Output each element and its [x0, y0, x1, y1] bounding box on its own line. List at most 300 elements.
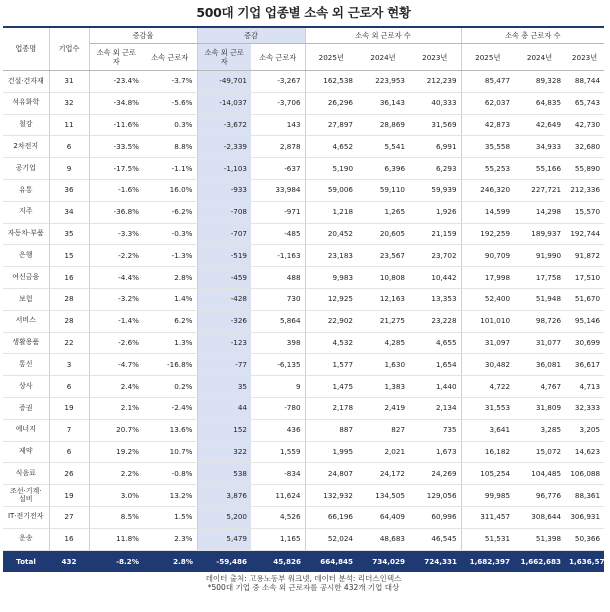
cell-change-outside: -459	[197, 267, 251, 289]
cell-outside-2024: 134,505	[357, 485, 409, 507]
cell-total-2025: 52,400	[461, 288, 514, 310]
cell-total-2023: 212,336	[565, 179, 604, 201]
cell-total-2023: 36,617	[565, 354, 604, 376]
cell-change-affiliated: -971	[251, 201, 305, 223]
cell-company-count: 34	[49, 201, 89, 223]
cell-total-2025: 99,985	[461, 485, 514, 507]
cell-industry: 철강	[3, 114, 49, 136]
header-outside-workers: 소속 외 근로자 수	[305, 27, 461, 44]
cell-outside-2024: 5,541	[357, 136, 409, 158]
cell-rate-affiliated: 2.8%	[143, 267, 197, 289]
cell-outside-2023: 735	[409, 419, 461, 441]
cell-outside-2023: 4,655	[409, 332, 461, 354]
cell-total-2025: 62,037	[461, 92, 514, 114]
cell-outside-2023: 1,673	[409, 441, 461, 463]
cell-outside-2024: 1,265	[357, 201, 409, 223]
cell-change-affiliated: -485	[251, 223, 305, 245]
cell-industry: 생활용품	[3, 332, 49, 354]
table-row	[3, 267, 604, 289]
cell-total-2025: 16,182	[461, 441, 514, 463]
total-rate-affiliated: 2.8%	[143, 550, 197, 572]
cell-outside-2025: 22,902	[305, 310, 357, 332]
cell-total-2024: 227,721	[514, 179, 565, 201]
cell-change-affiliated: -780	[251, 397, 305, 419]
cell-rate-affiliated: -0.3%	[143, 223, 197, 245]
cell-total-2025: 42,873	[461, 114, 514, 136]
cell-company-count: 28	[49, 310, 89, 332]
scope-note: *500대 기업 중 소속 외 근로자를 공시한 432개 기업 대상	[207, 583, 400, 593]
cell-outside-2023: 6,991	[409, 136, 461, 158]
cell-rate-affiliated: -0.8%	[143, 463, 197, 485]
cell-total-2023: 95,146	[565, 310, 604, 332]
cell-outside-2023: 60,996	[409, 506, 461, 528]
cell-change-affiliated: 11,624	[251, 485, 305, 507]
cell-industry: 식음료	[3, 463, 49, 485]
cell-total-2023: 88,744	[565, 71, 604, 93]
cell-total-2024: 42,649	[514, 114, 565, 136]
cell-total-2025: 3,641	[461, 419, 514, 441]
cell-company-count: 22	[49, 332, 89, 354]
cell-change-outside: -428	[197, 288, 251, 310]
cell-outside-2023: 1,926	[409, 201, 461, 223]
cell-total-2025: 31,553	[461, 397, 514, 419]
cell-change-affiliated: 398	[251, 332, 305, 354]
cell-outside-2023: 212,239	[409, 71, 461, 93]
cell-outside-2025: 4,532	[305, 332, 357, 354]
cell-outside-2023: 23,228	[409, 310, 461, 332]
cell-change-affiliated: 730	[251, 288, 305, 310]
cell-outside-2023: 1,440	[409, 376, 461, 398]
cell-outside-2024: 36,143	[357, 92, 409, 114]
cell-change-affiliated: 488	[251, 267, 305, 289]
cell-change-outside: 5,479	[197, 528, 251, 550]
cell-total-2023: 50,366	[565, 528, 604, 550]
cell-company-count: 28	[49, 288, 89, 310]
cell-total-2024: 31,077	[514, 332, 565, 354]
cell-rate-outside: -34.8%	[89, 92, 143, 114]
cell-total-2024: 98,726	[514, 310, 565, 332]
cell-total-2025: 311,457	[461, 506, 514, 528]
cell-company-count: 9	[49, 158, 89, 180]
total-label: Total	[3, 550, 49, 572]
cell-rate-outside: -3.3%	[89, 223, 143, 245]
workers-table	[3, 26, 610, 572]
cell-outside-2024: 59,110	[357, 179, 409, 201]
cell-outside-2025: 1,475	[305, 376, 357, 398]
cell-change-outside: -123	[197, 332, 251, 354]
cell-rate-outside: -1.6%	[89, 179, 143, 201]
cell-total-2025: 90,709	[461, 245, 514, 267]
cell-change-outside: -77	[197, 354, 251, 376]
total-company-count: 432	[49, 550, 89, 572]
cell-outside-2024: 64,409	[357, 506, 409, 528]
cell-industry: IT·전기전자	[3, 506, 49, 528]
source-line: 데이터 출처: 고용노동부 워크넷, 데이터 분석: 리더스인덱스	[205, 573, 402, 583]
cell-outside-2025: 132,932	[305, 485, 357, 507]
cell-change-affiliated: -3,706	[251, 92, 305, 114]
cell-total-2025: 51,531	[461, 528, 514, 550]
header-rate-affiliated: 소속 근로자	[143, 44, 197, 71]
cell-rate-affiliated: -5.6%	[143, 92, 197, 114]
cell-company-count: 7	[49, 419, 89, 441]
cell-change-affiliated: -834	[251, 463, 305, 485]
cell-total-2024: 51,948	[514, 288, 565, 310]
cell-total-2025: 192,259	[461, 223, 514, 245]
header-company-count: 기업수	[49, 27, 89, 71]
cell-total-2023: 17,510	[565, 267, 604, 289]
cell-outside-2024: 2,021	[357, 441, 409, 463]
total-all-2024: 1,662,683	[514, 550, 565, 572]
header-total-2023: 2023년	[565, 44, 604, 71]
table-row	[3, 136, 604, 158]
cell-total-2023: 42,730	[565, 114, 604, 136]
cell-change-outside: -2,339	[197, 136, 251, 158]
table-row	[3, 223, 604, 245]
cell-company-count: 35	[49, 223, 89, 245]
cell-rate-affiliated: 0.2%	[143, 376, 197, 398]
cell-outside-2023: 1,654	[409, 354, 461, 376]
cell-rate-affiliated: 2.3%	[143, 528, 197, 550]
cell-change-outside: 5,200	[197, 506, 251, 528]
cell-outside-2024: 4,285	[357, 332, 409, 354]
cell-industry: 자동차·부품	[3, 223, 49, 245]
cell-total-2023: 65,743	[565, 92, 604, 114]
header-change-rate: 증감율	[89, 27, 197, 44]
cell-rate-outside: -3.2%	[89, 288, 143, 310]
cell-change-affiliated: 436	[251, 419, 305, 441]
cell-total-2024: 4,767	[514, 376, 565, 398]
cell-total-2023: 30,699	[565, 332, 604, 354]
source-notes	[0, 574, 607, 593]
cell-outside-2024: 24,172	[357, 463, 409, 485]
cell-change-outside: 3,876	[197, 485, 251, 507]
cell-outside-2023: 21,159	[409, 223, 461, 245]
cell-outside-2025: 162,538	[305, 71, 357, 93]
table-row	[3, 528, 604, 550]
cell-rate-outside: -23.4%	[89, 71, 143, 93]
cell-rate-affiliated: 6.2%	[143, 310, 197, 332]
cell-rate-affiliated: 13.6%	[143, 419, 197, 441]
total-outside-2025: 664,845	[305, 550, 357, 572]
cell-outside-2025: 2,178	[305, 397, 357, 419]
cell-change-affiliated: 4,526	[251, 506, 305, 528]
cell-total-2024: 36,081	[514, 354, 565, 376]
cell-total-2024: 3,285	[514, 419, 565, 441]
cell-total-2024: 104,485	[514, 463, 565, 485]
cell-company-count: 15	[49, 245, 89, 267]
table-row	[3, 332, 604, 354]
cell-outside-2025: 52,024	[305, 528, 357, 550]
cell-industry: 에너지	[3, 419, 49, 441]
cell-industry: 상사	[3, 376, 49, 398]
cell-rate-outside: -36.8%	[89, 201, 143, 223]
cell-rate-outside: 2.4%	[89, 376, 143, 398]
table-row	[3, 310, 604, 332]
cell-outside-2024: 6,396	[357, 158, 409, 180]
cell-company-count: 6	[49, 441, 89, 463]
cell-industry: 2차전지	[3, 136, 49, 158]
cell-outside-2025: 887	[305, 419, 357, 441]
cell-outside-2023: 10,442	[409, 267, 461, 289]
cell-industry: 유통	[3, 179, 49, 201]
cell-change-affiliated: -637	[251, 158, 305, 180]
cell-rate-outside: -1.4%	[89, 310, 143, 332]
cell-outside-2023: 23,702	[409, 245, 461, 267]
page-title: 500대 기업 업종별 소속 외 근로자 현황	[196, 5, 411, 20]
total-row	[3, 550, 604, 572]
cell-total-2024: 89,328	[514, 71, 565, 93]
cell-total-2025: 55,253	[461, 158, 514, 180]
header-change-affiliated: 소속 근로자	[251, 44, 305, 71]
cell-total-2025: 105,254	[461, 463, 514, 485]
header-outside-2024: 2024년	[357, 44, 409, 71]
cell-industry: 통신	[3, 354, 49, 376]
cell-change-outside: -49,701	[197, 71, 251, 93]
cell-outside-2024: 20,605	[357, 223, 409, 245]
cell-rate-affiliated: 16.0%	[143, 179, 197, 201]
table-row	[3, 485, 604, 507]
cell-rate-affiliated: -1.3%	[143, 245, 197, 267]
cell-company-count: 26	[49, 463, 89, 485]
cell-change-affiliated: -3,267	[251, 71, 305, 93]
cell-rate-affiliated: -6.2%	[143, 201, 197, 223]
cell-company-count: 36	[49, 179, 89, 201]
cell-outside-2025: 12,925	[305, 288, 357, 310]
cell-rate-outside: 3.0%	[89, 485, 143, 507]
cell-rate-affiliated: -3.7%	[143, 71, 197, 93]
cell-change-outside: 322	[197, 441, 251, 463]
cell-company-count: 31	[49, 71, 89, 93]
cell-industry: 건설·건자재	[3, 71, 49, 93]
cell-total-2024: 55,166	[514, 158, 565, 180]
cell-rate-outside: -11.6%	[89, 114, 143, 136]
cell-total-2023: 306,931	[565, 506, 604, 528]
cell-change-affiliated: 1,559	[251, 441, 305, 463]
cell-company-count: 19	[49, 397, 89, 419]
table-row	[3, 397, 604, 419]
cell-outside-2025: 66,196	[305, 506, 357, 528]
cell-outside-2024: 827	[357, 419, 409, 441]
cell-industry: 여신금융	[3, 267, 49, 289]
cell-outside-2024: 21,275	[357, 310, 409, 332]
cell-rate-affiliated: 1.5%	[143, 506, 197, 528]
cell-change-outside: -708	[197, 201, 251, 223]
cell-outside-2023: 13,353	[409, 288, 461, 310]
table-row	[3, 201, 604, 223]
cell-change-outside: -1,103	[197, 158, 251, 180]
cell-rate-outside: 8.5%	[89, 506, 143, 528]
table-row	[3, 463, 604, 485]
cell-total-2025: 246,320	[461, 179, 514, 201]
cell-industry: 공기업	[3, 158, 49, 180]
cell-outside-2024: 1,630	[357, 354, 409, 376]
cell-company-count: 6	[49, 136, 89, 158]
table-row	[3, 114, 604, 136]
total-rate-outside: -8.2%	[89, 550, 143, 572]
cell-total-2024: 91,990	[514, 245, 565, 267]
cell-outside-2025: 24,807	[305, 463, 357, 485]
cell-total-2023: 32,680	[565, 136, 604, 158]
cell-rate-affiliated: -2.4%	[143, 397, 197, 419]
cell-change-affiliated: 1,165	[251, 528, 305, 550]
cell-rate-outside: 2.1%	[89, 397, 143, 419]
cell-total-2024: 34,933	[514, 136, 565, 158]
cell-change-outside: -326	[197, 310, 251, 332]
cell-total-2025: 31,097	[461, 332, 514, 354]
cell-rate-affiliated: -16.8%	[143, 354, 197, 376]
cell-rate-outside: 20.7%	[89, 419, 143, 441]
total-all-2023: 1,636,571	[565, 550, 604, 572]
cell-total-2025: 4,722	[461, 376, 514, 398]
table-row	[3, 506, 604, 528]
cell-company-count: 11	[49, 114, 89, 136]
header-outside-2025: 2025년	[305, 44, 357, 71]
cell-change-affiliated: 5,864	[251, 310, 305, 332]
cell-change-outside: -14,037	[197, 92, 251, 114]
cell-rate-affiliated: 10.7%	[143, 441, 197, 463]
cell-rate-outside: -33.5%	[89, 136, 143, 158]
total-all-2025: 1,682,397	[461, 550, 514, 572]
cell-company-count: 3	[49, 354, 89, 376]
header-change-outside: 소속 외 근로자	[197, 44, 251, 71]
cell-total-2023: 32,333	[565, 397, 604, 419]
cell-total-2024: 15,072	[514, 441, 565, 463]
total-change-outside: -59,486	[197, 550, 251, 572]
cell-rate-outside: 2.2%	[89, 463, 143, 485]
cell-industry: 보험	[3, 288, 49, 310]
cell-company-count: 6	[49, 376, 89, 398]
cell-outside-2024: 2,419	[357, 397, 409, 419]
cell-total-2023: 91,872	[565, 245, 604, 267]
table-row	[3, 245, 604, 267]
cell-total-2025: 85,477	[461, 71, 514, 93]
total-change-affiliated: 45,826	[251, 550, 305, 572]
table-row	[3, 71, 604, 93]
cell-outside-2023: 31,569	[409, 114, 461, 136]
cell-industry: 운송	[3, 528, 49, 550]
cell-total-2024: 308,644	[514, 506, 565, 528]
cell-outside-2024: 12,163	[357, 288, 409, 310]
cell-outside-2023: 2,134	[409, 397, 461, 419]
cell-industry: 지주	[3, 201, 49, 223]
cell-rate-outside: -4.4%	[89, 267, 143, 289]
cell-total-2023: 15,570	[565, 201, 604, 223]
cell-change-outside: -933	[197, 179, 251, 201]
cell-change-outside: 44	[197, 397, 251, 419]
cell-total-2024: 64,835	[514, 92, 565, 114]
cell-rate-outside: -2.6%	[89, 332, 143, 354]
cell-outside-2025: 1,218	[305, 201, 357, 223]
cell-outside-2025: 26,296	[305, 92, 357, 114]
cell-outside-2025: 27,897	[305, 114, 357, 136]
cell-rate-affiliated: 1.4%	[143, 288, 197, 310]
header-change: 증감	[197, 27, 305, 44]
table-row	[3, 158, 604, 180]
cell-outside-2024: 28,869	[357, 114, 409, 136]
cell-company-count: 32	[49, 92, 89, 114]
header-industry: 업종명	[3, 27, 49, 71]
cell-company-count: 27	[49, 506, 89, 528]
cell-industry: 제약	[3, 441, 49, 463]
cell-outside-2025: 1,995	[305, 441, 357, 463]
cell-outside-2023: 24,269	[409, 463, 461, 485]
header-rate-outside: 소속 외 근로자	[89, 44, 143, 71]
cell-total-2025: 17,998	[461, 267, 514, 289]
cell-outside-2023: 40,333	[409, 92, 461, 114]
table-row	[3, 376, 604, 398]
cell-outside-2024: 23,567	[357, 245, 409, 267]
cell-change-affiliated: -1,163	[251, 245, 305, 267]
cell-outside-2025: 1,577	[305, 354, 357, 376]
cell-outside-2024: 1,383	[357, 376, 409, 398]
cell-outside-2025: 5,190	[305, 158, 357, 180]
table-row	[3, 419, 604, 441]
cell-outside-2024: 48,683	[357, 528, 409, 550]
cell-total-2024: 51,398	[514, 528, 565, 550]
cell-total-2023: 55,890	[565, 158, 604, 180]
cell-total-2025: 14,599	[461, 201, 514, 223]
cell-total-2023: 106,088	[565, 463, 604, 485]
header-total-2024: 2024년	[514, 44, 565, 71]
cell-rate-affiliated: 1.3%	[143, 332, 197, 354]
cell-industry: 석유화학	[3, 92, 49, 114]
header-total-2025: 2025년	[461, 44, 514, 71]
total-outside-2023: 724,331	[409, 550, 461, 572]
cell-total-2023: 88,361	[565, 485, 604, 507]
cell-rate-affiliated: 13.2%	[143, 485, 197, 507]
cell-rate-affiliated: -1.1%	[143, 158, 197, 180]
table-row	[3, 288, 604, 310]
cell-company-count: 16	[49, 528, 89, 550]
cell-outside-2025: 59,006	[305, 179, 357, 201]
cell-rate-affiliated: 0.3%	[143, 114, 197, 136]
cell-total-2024: 14,298	[514, 201, 565, 223]
cell-change-outside: 35	[197, 376, 251, 398]
table-row	[3, 179, 604, 201]
cell-rate-outside: -17.5%	[89, 158, 143, 180]
header-total-workers: 소속 총 근로자 수	[461, 27, 604, 44]
cell-change-outside: -3,672	[197, 114, 251, 136]
cell-total-2024: 189,937	[514, 223, 565, 245]
cell-rate-outside: 11.8%	[89, 528, 143, 550]
cell-rate-outside: -4.7%	[89, 354, 143, 376]
cell-total-2024: 31,809	[514, 397, 565, 419]
cell-total-2024: 96,776	[514, 485, 565, 507]
cell-industry: 은행	[3, 245, 49, 267]
cell-outside-2024: 223,953	[357, 71, 409, 93]
cell-change-outside: -707	[197, 223, 251, 245]
cell-total-2023: 51,670	[565, 288, 604, 310]
cell-change-outside: -519	[197, 245, 251, 267]
cell-outside-2025: 9,983	[305, 267, 357, 289]
cell-total-2025: 101,010	[461, 310, 514, 332]
cell-industry: 증권	[3, 397, 49, 419]
table-row	[3, 441, 604, 463]
cell-change-outside: 152	[197, 419, 251, 441]
cell-rate-outside: 19.2%	[89, 441, 143, 463]
table-row	[3, 92, 604, 114]
cell-total-2024: 17,758	[514, 267, 565, 289]
cell-total-2023: 14,623	[565, 441, 604, 463]
cell-outside-2023: 59,939	[409, 179, 461, 201]
cell-change-affiliated: -6,135	[251, 354, 305, 376]
cell-industry: 서비스	[3, 310, 49, 332]
cell-change-affiliated: 2,878	[251, 136, 305, 158]
cell-total-2025: 30,482	[461, 354, 514, 376]
cell-rate-outside: -2.2%	[89, 245, 143, 267]
cell-outside-2023: 129,056	[409, 485, 461, 507]
cell-rate-affiliated: 8.8%	[143, 136, 197, 158]
